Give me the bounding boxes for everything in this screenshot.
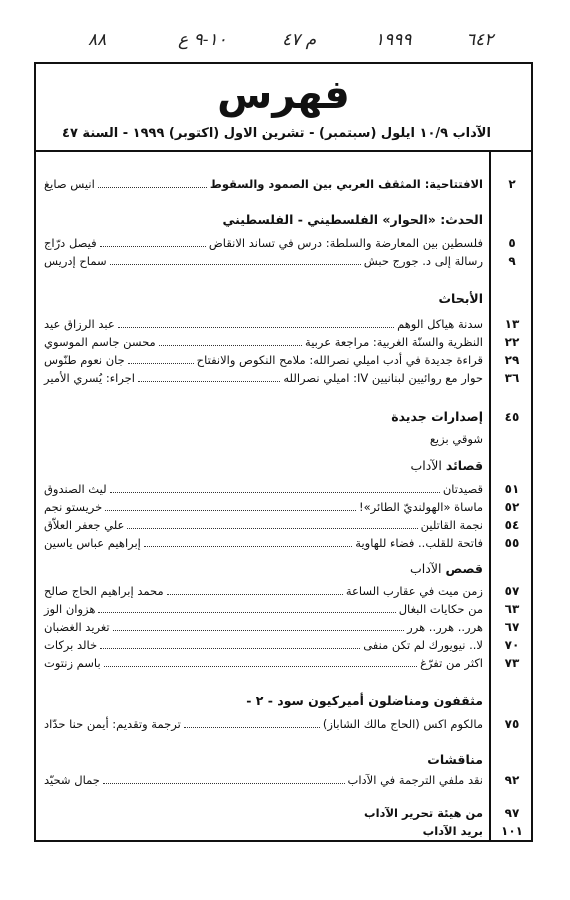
- toc-row: [44, 235, 531, 251]
- entry-author: محسن جاسم الموسوي: [44, 335, 156, 349]
- entry-author: خريستو نجم: [44, 500, 103, 514]
- page-number: ٥١: [504, 482, 520, 496]
- entry-title: اكثر من تفرّغ: [420, 656, 483, 670]
- entry-author: جمال شحيّد: [44, 773, 100, 787]
- leader-dots: [138, 371, 280, 382]
- toc-row: [44, 772, 531, 788]
- handwritten-year: ١٩٩٩: [375, 30, 412, 50]
- page-number: ١٠١: [501, 824, 523, 838]
- handwritten-code: م ٤٧: [282, 30, 317, 50]
- entry-author: ترجمة وتقديم: أيمن حنا حدّاد: [44, 717, 181, 731]
- header-divider: [36, 150, 531, 152]
- section-heading: الأبحاث: [438, 291, 483, 306]
- page-number: ١٣: [504, 317, 520, 331]
- entry-author: فيصل درّاج: [44, 236, 97, 250]
- entry-author: هزوان الوز: [44, 602, 96, 616]
- handwritten-number-left: ٨٨: [88, 30, 107, 50]
- entry-author: سماح إدريس: [44, 254, 107, 268]
- leader-dots: [167, 584, 343, 595]
- entry-title: الافتتاحية: المثقف العربي بين الصمود والسقوط: [209, 177, 483, 191]
- toc-row: [44, 517, 531, 533]
- toc-row: [44, 253, 531, 269]
- toc-row: [44, 409, 531, 425]
- leader-dots: [110, 482, 440, 493]
- page-number: ٥٥: [504, 536, 520, 550]
- page-number: ٥٢: [504, 500, 520, 514]
- entry-title: سدنة هياكل الوهم: [397, 317, 483, 331]
- entry-author: تغريد الغضبان: [44, 620, 110, 634]
- toc-row: [44, 370, 531, 386]
- page-number: ٩٢: [504, 773, 520, 787]
- entry-title: رسالة إلى د. جورج حبش: [363, 254, 483, 268]
- entry-title: فاتحة للقلب.. فضاء للهاوية: [355, 536, 483, 550]
- leader-dots: [184, 717, 320, 728]
- handwritten-mark: ١٠-٩ ع: [178, 30, 227, 50]
- toc-row: [44, 481, 531, 497]
- toc-row: [44, 499, 531, 515]
- entry-author: إبراهيم عباس ياسين: [44, 536, 141, 550]
- entry-author: علي جعفر العلاّق: [44, 518, 125, 532]
- page-number: ٥٤: [504, 518, 520, 532]
- leader-dots: [144, 536, 352, 547]
- page-number: ٩: [508, 254, 516, 268]
- toc-row: [44, 716, 531, 732]
- entry-title: النظرية والسنّة الغربية: مراجعة عربية: [305, 335, 483, 349]
- page-number: ٧٥: [504, 717, 520, 731]
- entry-author: اجراء: يُسري الأمير: [44, 371, 135, 385]
- section-heading: الحدث: «الحوار» الفلسطيني - الفلسطيني: [222, 212, 483, 227]
- toc-row: [44, 176, 531, 192]
- leader-dots: [100, 236, 206, 247]
- page-number: ٣٦: [504, 371, 520, 385]
- toc-row: [44, 352, 531, 368]
- entry-author: انيس صايغ: [44, 177, 95, 191]
- toc-row: [44, 316, 531, 332]
- toc-row: [44, 637, 531, 653]
- entry-author: جان نعوم طنّوس: [44, 353, 125, 367]
- page-number: ٢٢: [504, 335, 520, 349]
- section-heading: مثقفون ومناضلون أميركيون سود - ٢ -: [246, 693, 483, 708]
- toc-row: [44, 655, 531, 671]
- entry-title: قراءة جديدة في أدب اميلي نصرالله: ملامح النكوص والانفتاح: [196, 353, 483, 367]
- entry-author: محمد إبراهيم الحاج صالح: [44, 584, 164, 598]
- leader-dots: [110, 254, 361, 265]
- entry-title: ماساة «الهولنديّ الطائر»!: [359, 500, 483, 514]
- entry-title: نقد ملفي الترجمة في الآداب: [347, 773, 483, 787]
- entry-title: إصدارات جديدة: [391, 409, 483, 424]
- contents-frame: [34, 62, 533, 842]
- entry-title: حوار مع روائيين لبنانيين IV: اميلي نصرالله: [283, 371, 483, 385]
- entry-title: من حكايات البغال: [398, 602, 483, 616]
- entry-title: من هيئة تحرير الآداب: [364, 806, 483, 820]
- toc-row: [44, 619, 531, 635]
- entry-title: بريد الآداب: [422, 824, 483, 838]
- page-number: ٤٥: [504, 410, 520, 424]
- page-title: فهرس: [217, 72, 350, 118]
- page-number: ٩٧: [504, 806, 520, 820]
- page-number: ٧٣: [504, 656, 520, 670]
- leader-dots: [118, 317, 394, 328]
- page-number: ٦٣: [504, 602, 520, 616]
- entry-author: ليث الصندوق: [44, 482, 107, 496]
- toc-row: [44, 583, 531, 599]
- entry-title: لا.. نيويورك لم تكن منفى: [363, 638, 483, 652]
- leader-dots: [103, 773, 345, 784]
- toc-row: [44, 535, 531, 551]
- leader-dots: [100, 638, 360, 649]
- leader-dots: [127, 518, 417, 529]
- leader-dots: [159, 335, 302, 346]
- toc-row: [44, 601, 531, 617]
- page-number: ٢: [508, 177, 516, 191]
- handwritten-annotations: [0, 30, 570, 60]
- section-heading: قصائد الآداب: [410, 458, 483, 473]
- issue-line: الآداب ١٠/٩ ايلول (سبتمبر) - تشرين الاول (اكتوبر) ١٩٩٩ - السنة ٤٧: [62, 126, 491, 141]
- entry-author: باسم زنتوت: [44, 656, 101, 670]
- leader-dots: [104, 656, 417, 667]
- entry-title: هرر.. هرر.. هرر: [407, 620, 483, 634]
- leader-dots: [98, 602, 395, 613]
- toc-row: [44, 823, 531, 839]
- page-number: ٥٧: [504, 584, 520, 598]
- page-number: ٢٩: [504, 353, 520, 367]
- entry-title: زمن ميت في عقارب الساعة: [345, 584, 483, 598]
- entry-title: مالكوم اكس (الحاج مالك الشاباز): [322, 717, 483, 731]
- section-heading: قصص الآداب: [410, 561, 483, 576]
- leader-dots: [128, 353, 194, 364]
- section-heading: مناقشات: [427, 752, 483, 767]
- entry-title: نجمة القاتلين: [420, 518, 483, 532]
- leader-dots: [113, 620, 405, 631]
- page-number: ٧٠: [504, 638, 520, 652]
- entry-author: خالد بركات: [44, 638, 98, 652]
- page-number: ٦٧: [504, 620, 520, 634]
- handwritten-number-right: ٦٤٢: [466, 30, 494, 50]
- leader-dots: [98, 177, 207, 188]
- toc-row: [44, 334, 531, 350]
- toc-row: [44, 805, 531, 821]
- page-number: ٥: [508, 236, 516, 250]
- leader-dots: [105, 500, 356, 511]
- entry-title: قصيدتان: [442, 482, 483, 496]
- entry-title: فلسطين بين المعارضة والسلطة: درس في تساند الانقاض: [208, 236, 483, 250]
- toc-row-author: [44, 431, 531, 447]
- entry-author: عبد الرزاق عيد: [44, 317, 115, 331]
- entry-author: شوقي بزيع: [429, 432, 483, 446]
